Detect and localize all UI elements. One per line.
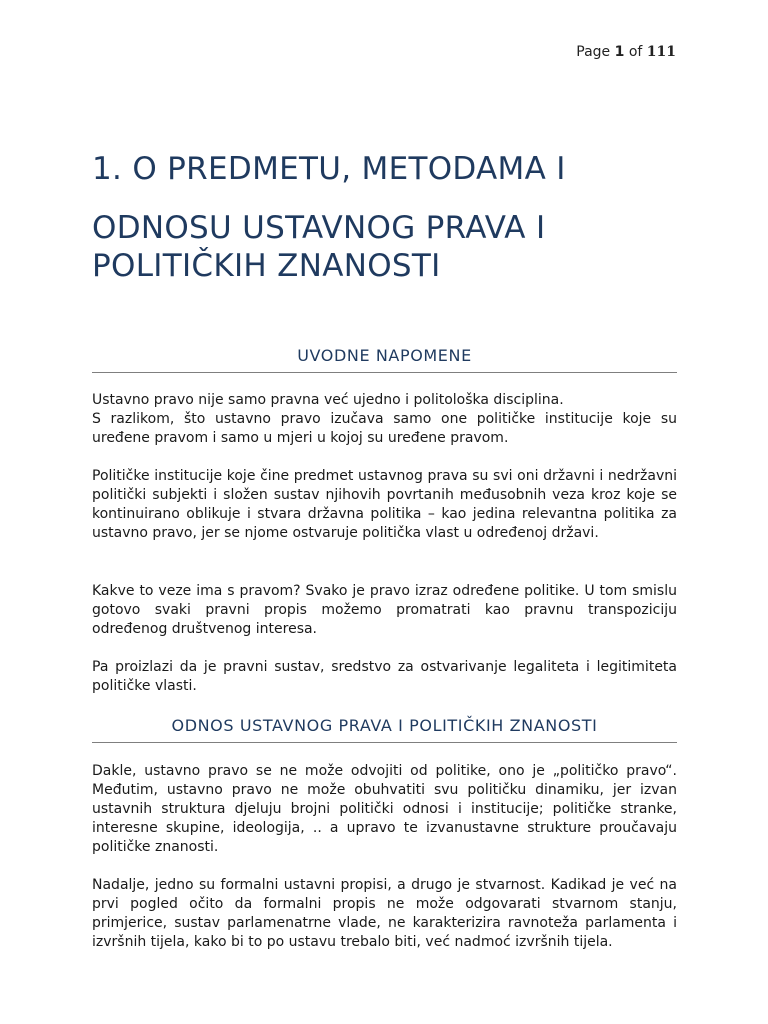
paragraph-intro-line1: Ustavno pravo nije samo pravna već ujedno i politološka disciplina. <box>92 392 564 408</box>
paragraph-political-law: Dakle, ustavno pravo se ne može odvojiti od politike, ono je „političko pravo“. Međutim, ustavno pravo ne može obuhvatiti svu političku dinamiku, jer izvan ustavnih struktura djeluju brojni politički odnosi i institucije; političke stranke, interesne skupine, ideologija, .. a upravo te izvanustavne strukture proučavaju političke znanosti. <box>92 763 677 855</box>
section-divider <box>92 742 677 743</box>
chapter-title-line1: 1. O PREDMETU, METODAMA I <box>92 151 566 187</box>
chapter-title-line2: ODNOSU USTAVNOG PRAVA I POLITIČKIH ZNANOSTI <box>92 210 546 284</box>
paragraph-intro-line2: S razlikom, što ustavno pravo izučava samo one političke institucije koje su uređene pravom i samo u mjeri u kojoj su uređene pravom. <box>92 411 677 446</box>
paragraph-formal-vs-reality: Nadalje, jedno su formalni ustavni propisi, a drugo je stvarnost. Kadikad je već na prvi pogled očito da formalni propis ne može odgovarati stvarnom stanju, primjerice, sustav parlamenatrne vlade, ne karakterizira ravnoteža parlamenta i izvršnih tijela, kako bi to po ustavu trebalo biti, već nadmoć izvršnih tijela. <box>92 877 677 950</box>
section-heading-uvodne-napomene: UVODNE NAPOMENE <box>297 346 472 365</box>
page-of-label: of <box>628 44 643 60</box>
paragraph-political-institutions: Političke institucije koje čine predmet ustavnog prava su svi oni državni i nedržavni politički subjekti i složen sustav njihovih povrtanih međusobnih veza kroz koje se kontinuirano oblikuje i stvara državna politika – kao jedina relevantna politika za ustavno pravo, jer se njome ostvaruje politička vlast u određenoj državi. <box>92 468 677 541</box>
section-divider <box>92 372 677 373</box>
current-page-number: 1 <box>614 44 625 60</box>
section-heading-odnos: ODNOS USTAVNOG PRAVA I POLITIČKIH ZNANOSTI <box>171 716 598 735</box>
page-indicator <box>576 44 676 60</box>
page-label: Page <box>576 44 611 60</box>
total-pages: 111 <box>646 44 676 60</box>
paragraph-intro <box>92 391 677 448</box>
paragraph-law-and-politics: Kakve to veze ima s pravom? Svako je pravo izraz određene politike. U tom smislu gotovo svaki pravni propis možemo promatrati kao pravnu transpoziciju određenog društvenog interesa. <box>92 583 677 637</box>
paragraph-legal-system: Pa proizlazi da je pravni sustav, sredstvo za ostvarivanje legaliteta i legitimiteta političke vlasti. <box>92 659 677 694</box>
